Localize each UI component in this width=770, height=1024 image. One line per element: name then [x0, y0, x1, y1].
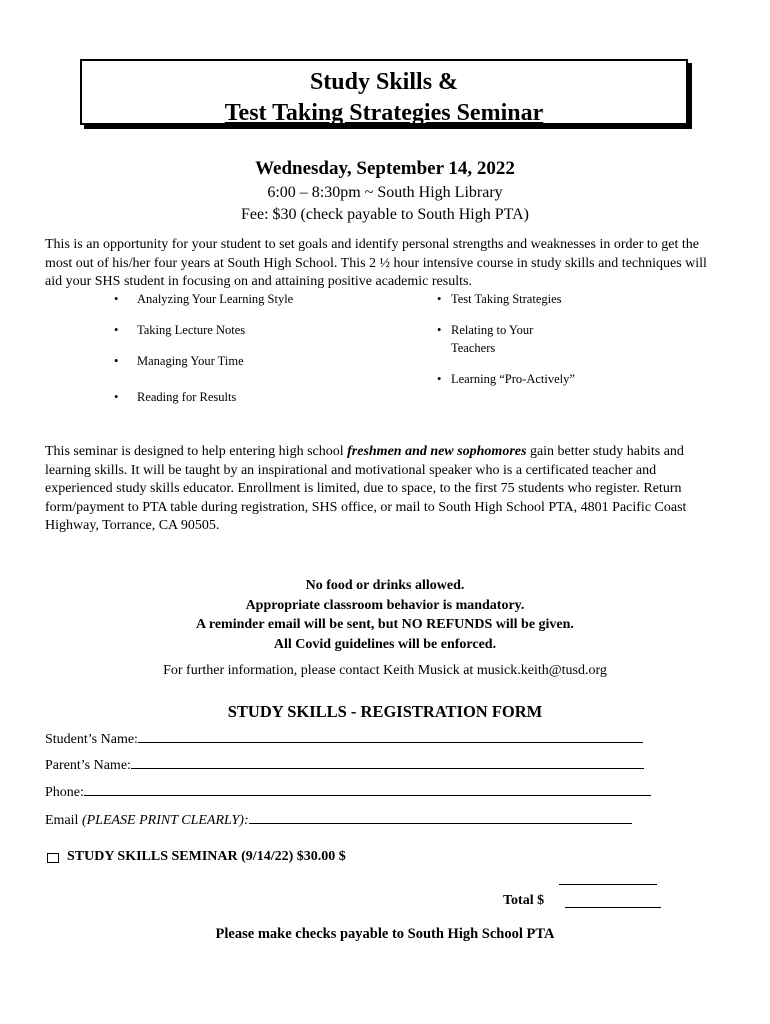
email-label: Email [45, 813, 82, 828]
bullet-icon: • [114, 390, 119, 404]
bullet-icon: • [114, 354, 119, 368]
amount-line[interactable] [559, 884, 657, 885]
seminar-item: STUDY SKILLS SEMINAR (9/14/22) $30.00 $ [67, 849, 346, 864]
emphasis-text: freshmen and new sophomores [347, 444, 527, 459]
title-line-1: Study Skills & [309, 69, 459, 95]
student-name-label: Student’s Name: [45, 732, 138, 747]
bullet-icon: • [114, 323, 119, 337]
title-line-2: Test Taking Strategies Seminar [224, 100, 544, 126]
event-time-location: 6:00 – 8:30pm ~ South High Library [267, 184, 503, 201]
description-paragraph: This seminar is designed to help entering high school freshmen and new sophomores gain better study habits and learning skills. It will be taught by an inspirational and motivational speaker who is a certificated teacher and experienced study skills educator. Enrollment is limited, due to space, to the first 75 students who register. Return form/payment to PTA table during registration, SHS office, or mail to South High School PTA, 4801 Pacific Coast Highway, Torrance, CA 90505. [45, 444, 687, 533]
event-date: Wednesday, September 14, 2022 [255, 158, 515, 179]
rule-1: No food or drinks allowed. [305, 578, 465, 593]
bullet-icon: • [114, 292, 119, 306]
bullet-icon: • [437, 292, 442, 306]
rule-2: Appropriate classroom behavior is mandatory. [245, 597, 525, 613]
title-box [80, 59, 688, 125]
phone-label: Phone: [45, 785, 84, 800]
parent-name-input[interactable] [131, 756, 644, 769]
parent-name-label: Parent’s Name: [45, 758, 131, 773]
parent-name-field [45, 756, 644, 774]
seminar-checkbox[interactable] [47, 853, 59, 863]
phone-input[interactable] [84, 783, 651, 796]
form-title: STUDY SKILLS - REGISTRATION FORM [227, 702, 543, 721]
rule-3: A reminder email will be sent, but NO REFUNDS will be given. [196, 617, 574, 632]
phone-field [45, 783, 651, 801]
student-name-field [45, 730, 643, 748]
event-fee: Fee: $30 (check payable to South High PTA) [241, 206, 529, 223]
rules-block [0, 576, 770, 654]
checks-note: Please make checks payable to South High School PTA [215, 926, 555, 942]
contact-info: For further information, please contact Keith Musick at musick.keith@tusd.org [163, 663, 607, 678]
intro-paragraph: This is an opportunity for your student to set goals and identify personal strengths and weaknesses in order to get the most out of his/her four years at South High School. This 2 ½ hour intensive course in study skills and techniques will aid your SHS student in focusing on and attaining positive academic results. [45, 237, 707, 289]
total-input[interactable] [565, 907, 661, 908]
student-name-input[interactable] [138, 730, 643, 743]
email-note: (PLEASE PRINT CLEARLY): [81, 813, 249, 828]
bullet-icon: • [437, 323, 442, 337]
bullet-icon: • [437, 372, 442, 386]
total-label: Total $ [503, 893, 545, 908]
email-field [45, 811, 632, 829]
rule-4: All Covid guidelines will be enforced. [273, 636, 497, 652]
email-input[interactable] [249, 811, 632, 824]
